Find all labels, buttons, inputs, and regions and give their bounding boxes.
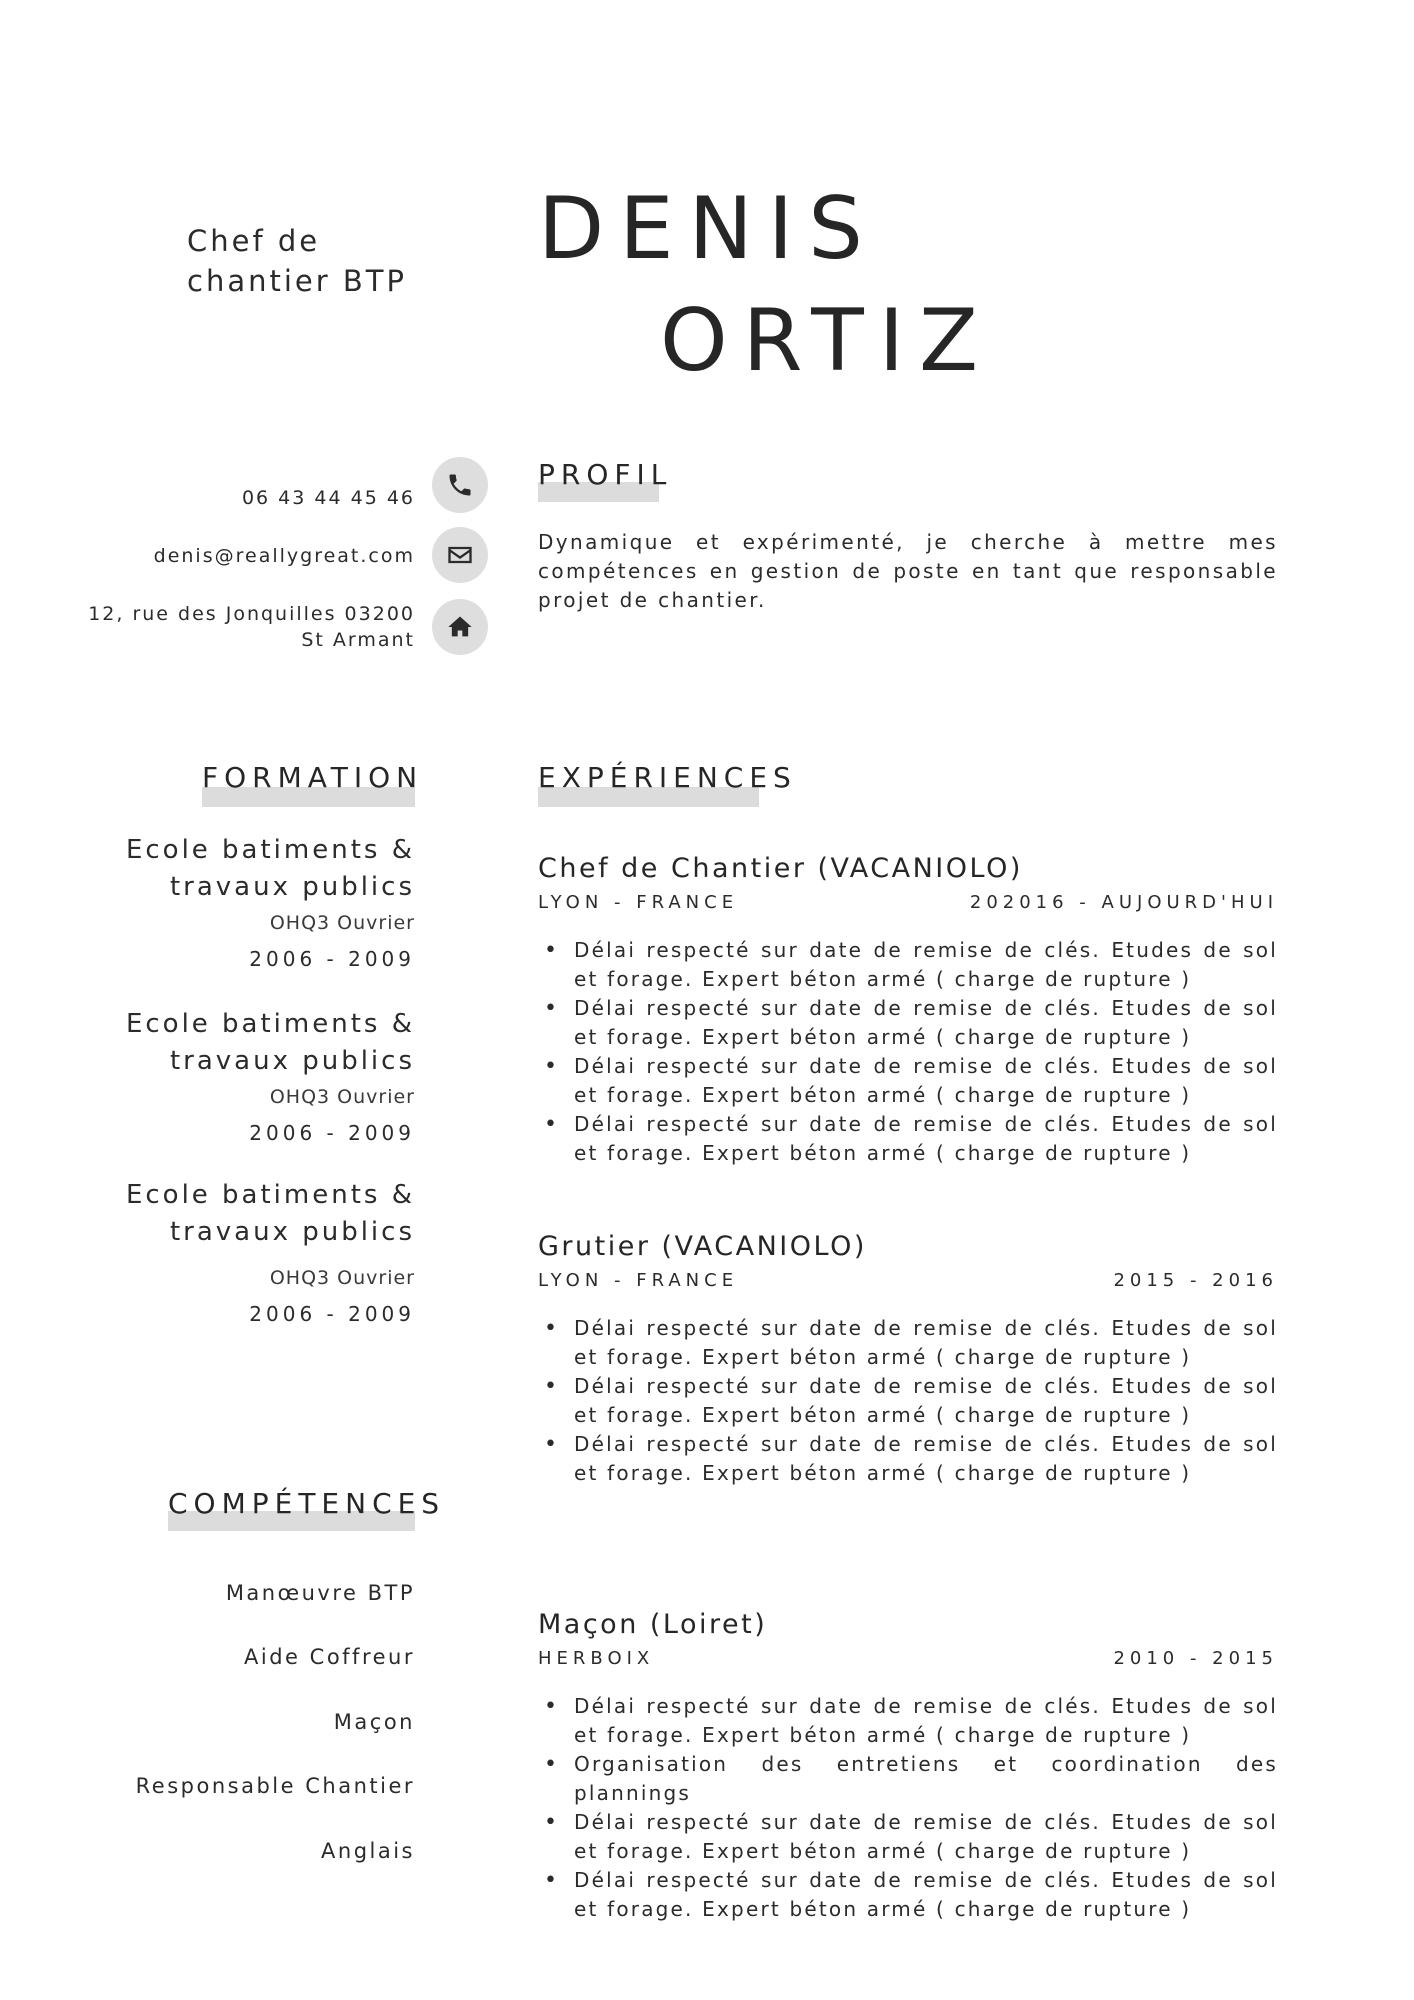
experience-bullet: • Délai respecté sur date de remise de clés. Etudes de sol et forage. Expert béton armé ( charge de rupture ) bbox=[574, 1808, 1278, 1866]
experience-location: LYON - FRANCE bbox=[538, 892, 739, 913]
formation-item bbox=[115, 832, 415, 972]
experience-item bbox=[538, 1230, 1278, 1488]
experience-period: 2015 - 2016 bbox=[1113, 1270, 1278, 1291]
experience-bullet: • Délai respecté sur date de remise de clés. Etudes de sol et forage. Expert béton armé ( charge de rupture ) bbox=[574, 936, 1278, 994]
experience-bullet: • Délai respecté sur date de remise de clés. Etudes de sol et forage. Expert béton armé ( charge de rupture ) bbox=[574, 1314, 1278, 1372]
experience-title: Maçon (Loiret) bbox=[538, 1609, 768, 1640]
formation-degree: OHQ3 Ouvrier bbox=[269, 1086, 415, 1108]
last-name: ORTIZ bbox=[660, 291, 993, 391]
formation-degree: OHQ3 Ouvrier bbox=[269, 1267, 415, 1289]
formation-item bbox=[115, 1006, 415, 1146]
formation-school: Ecole batiments & travaux publics bbox=[125, 835, 415, 902]
skill-item: Manœuvre BTP bbox=[225, 1581, 415, 1605]
experiences-heading: EXPÉRIENCES bbox=[538, 761, 797, 794]
skill-item: Maçon bbox=[333, 1710, 415, 1734]
experience-period: 202016 - AUJOURD'HUI bbox=[969, 892, 1278, 913]
formation-degree: OHQ3 Ouvrier bbox=[269, 912, 415, 934]
mail-icon bbox=[432, 527, 488, 583]
experience-bullet: • Délai respecté sur date de remise de clés. Etudes de sol et forage. Expert béton armé ( charge de rupture ) bbox=[574, 994, 1278, 1052]
formation-item bbox=[115, 1177, 415, 1327]
formation-years: 2006 - 2009 bbox=[249, 947, 415, 971]
formation-years: 2006 - 2009 bbox=[249, 1121, 415, 1145]
experience-title: Grutier (VACANIOLO) bbox=[538, 1231, 867, 1262]
experience-location: HERBOIX bbox=[538, 1648, 655, 1669]
experience-bullet: • Délai respecté sur date de remise de clés. Etudes de sol et forage. Expert béton armé ( charge de rupture ) bbox=[574, 1110, 1278, 1168]
job-title: Chef de chantier BTP bbox=[187, 224, 407, 298]
experience-item bbox=[538, 852, 1278, 1168]
experience-period: 2010 - 2015 bbox=[1113, 1648, 1278, 1669]
experience-bullet: • Organisation des entretiens et coordination des plannings bbox=[574, 1750, 1278, 1808]
experience-bullet: • Délai respecté sur date de remise de clés. Etudes de sol et forage. Expert béton armé ( charge de rupture ) bbox=[574, 1430, 1278, 1488]
skill-item: Responsable Chantier bbox=[135, 1774, 415, 1798]
phone-number[interactable]: 06 43 44 45 46 bbox=[241, 487, 415, 509]
address-line-2: St Armant bbox=[301, 629, 415, 651]
experience-bullet: • Délai respecté sur date de remise de clés. Etudes de sol et forage. Expert béton armé ( charge de rupture ) bbox=[574, 1866, 1278, 1924]
profile-heading: PROFIL bbox=[538, 458, 672, 491]
email-address[interactable]: denis@reallygreat.com bbox=[153, 545, 415, 567]
address bbox=[88, 601, 415, 653]
formation-heading: FORMATION bbox=[202, 761, 415, 794]
experience-bullet: • Délai respecté sur date de remise de clés. Etudes de sol et forage. Expert béton armé ( charge de rupture ) bbox=[574, 1692, 1278, 1750]
phone-icon bbox=[432, 457, 488, 513]
formation-school: Ecole batiments & travaux publics bbox=[125, 1009, 415, 1076]
profile-text: Dynamique et expérimenté, je cherche à mettre mes compétences en gestion de poste en tant que responsable projet de chantier. bbox=[538, 530, 1278, 612]
address-line-1: 12, rue des Jonquilles 03200 bbox=[88, 603, 415, 625]
experience-bullet: • Délai respecté sur date de remise de clés. Etudes de sol et forage. Expert béton armé ( charge de rupture ) bbox=[574, 1052, 1278, 1110]
experience-title: Chef de Chantier (VACANIOLO) bbox=[538, 853, 1023, 884]
skills-heading: COMPÉTENCES bbox=[168, 1487, 415, 1520]
experience-location: LYON - FRANCE bbox=[538, 1270, 739, 1291]
first-name: DENIS bbox=[538, 179, 878, 279]
experience-item bbox=[538, 1608, 1278, 1924]
skill-item: Aide Coffreur bbox=[244, 1645, 415, 1669]
experience-bullet: • Délai respecté sur date de remise de clés. Etudes de sol et forage. Expert béton armé ( charge de rupture ) bbox=[574, 1372, 1278, 1430]
home-icon bbox=[432, 599, 488, 655]
skill-item: Anglais bbox=[321, 1839, 415, 1863]
formation-years: 2006 - 2009 bbox=[249, 1302, 415, 1326]
formation-school: Ecole batiments & travaux publics bbox=[125, 1180, 415, 1247]
